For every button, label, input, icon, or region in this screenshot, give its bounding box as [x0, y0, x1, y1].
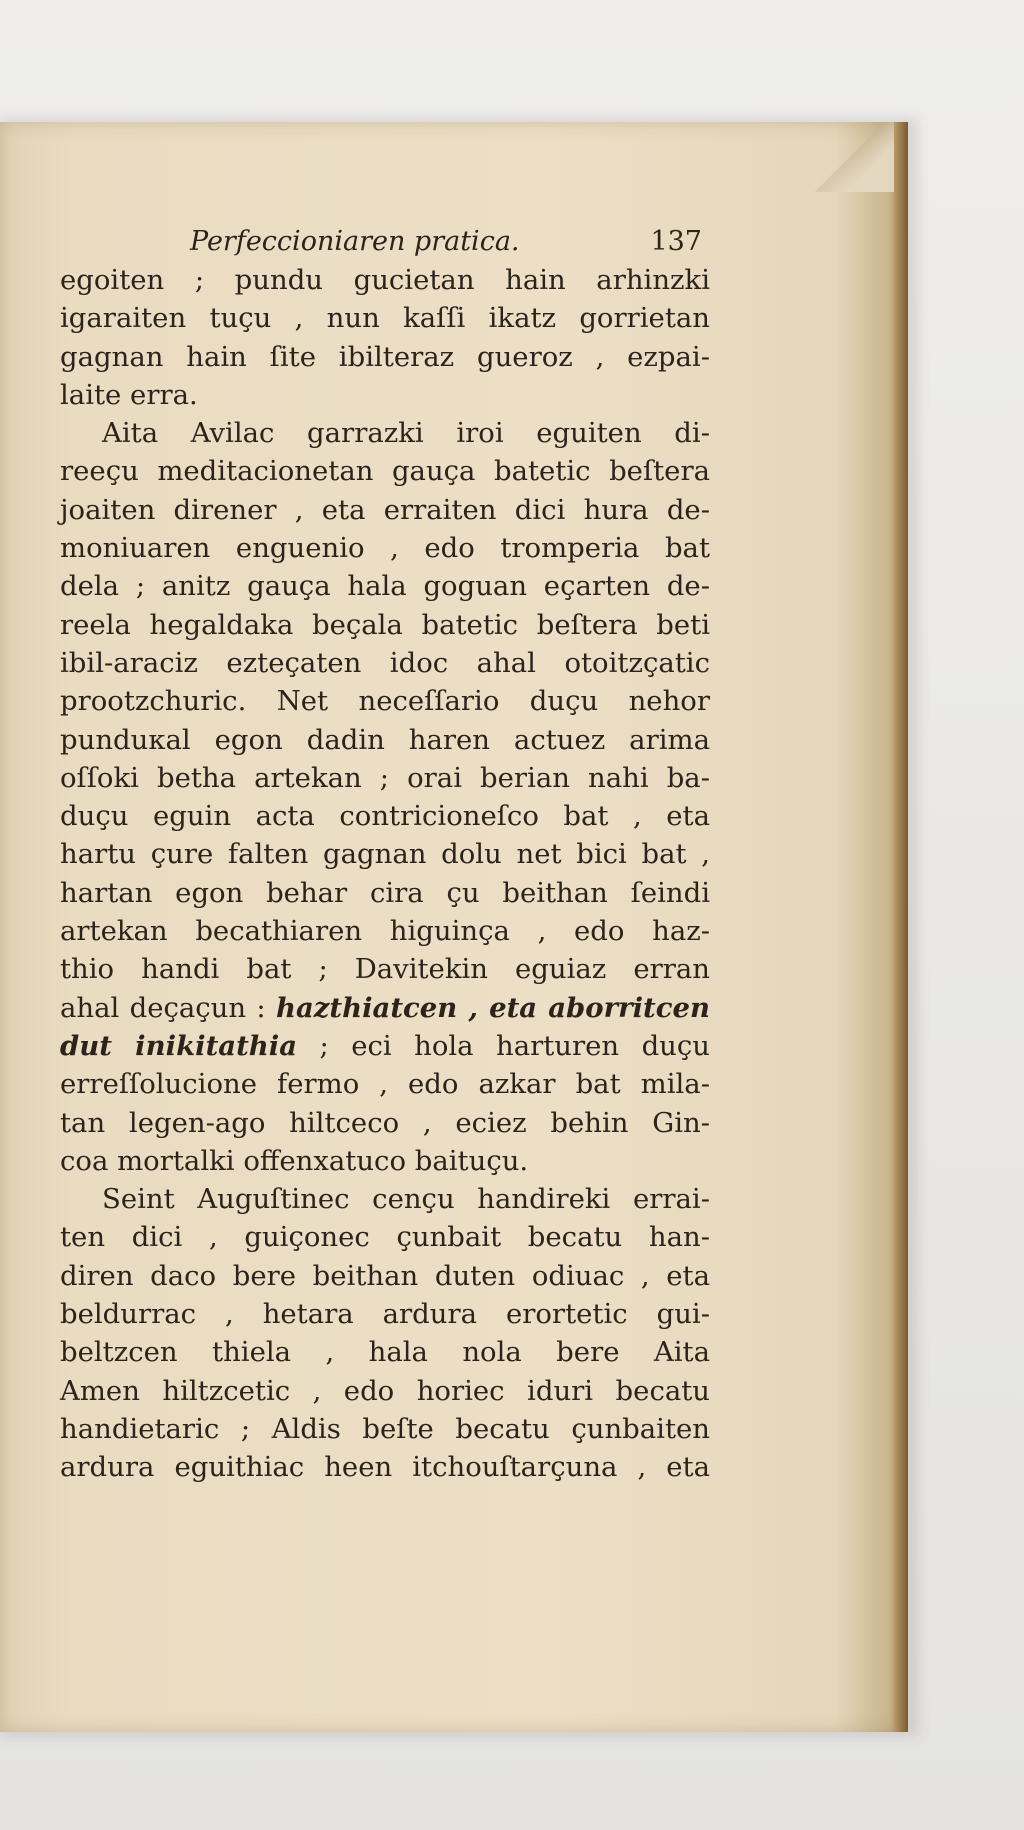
page-number: 137 [650, 226, 702, 257]
italic-quote-part1: hazthiatcen , eta aborritcen [275, 991, 710, 1024]
text-line-with-quote [60, 1027, 710, 1065]
text-line: artekan becathiaren higuinça , edo haz- [60, 915, 710, 948]
quote-tail: ; [319, 1029, 329, 1062]
text-line-with-quote [60, 989, 710, 1027]
italic-quote-part2: dut inikitathia [60, 1029, 298, 1062]
page-edge [894, 122, 908, 1732]
text-line: punduкal egon dadin haren actuez arima [60, 723, 710, 756]
text-line: hartan egon behar cira çu beithan ſeindi [60, 876, 710, 909]
text-line: Amen hiltzcetic , edo horiec iduri becatu [60, 1374, 710, 1407]
text-line: gagnan hain ſite ibilteraz gueroz , ezpai- [60, 340, 710, 373]
paragraph-start: Seint Auguſtinec cençu handireki errai- [102, 1183, 710, 1216]
text-line: reela hegaldaka beçala batetic beſtera beti [60, 608, 710, 641]
text-line: ibil-araciz ezteçaten idoc ahal otoitzçatic [60, 646, 710, 679]
text-line: duçu eguin acta contricioneſco bat , eta [60, 800, 710, 833]
text-line: reeçu meditacionetan gauça batetic beſtera [60, 455, 710, 488]
text-line: laite erra. [60, 378, 198, 411]
text-line: beltzcen thiela , hala nola bere Aita [60, 1336, 710, 1369]
text-line: handietaric ; Aldis beſte becatu çunbaiten [60, 1412, 710, 1445]
text-line: prootzchuric. Net neceſſario duçu nehor [60, 685, 710, 718]
text-line: igaraiten tuçu , nun kaſſi ikatz gorrietan [60, 302, 710, 335]
text-line: joaiten direner , eta erraiten dici hura de- [60, 493, 710, 526]
running-header [60, 223, 710, 261]
text-line: moniuaren enguenio , edo tromperia bat [60, 532, 710, 565]
text-line: beldurrac , hetara ardura erortetic gui- [60, 1298, 710, 1331]
paragraph-start: Aita Avilac garrazki iroi eguiten di- [102, 417, 710, 450]
text-line: dela ; anitz gauça hala goguan eçarten de- [60, 570, 710, 603]
text-line: ardura eguithiac heen itchouſtarçuna , eta [60, 1451, 710, 1484]
text-span: eci hola harturen duçu [351, 1029, 710, 1062]
text-line: hartu çure falten gagnan dolu net bici bat , [60, 838, 710, 871]
text-line: thio handi bat ; Davitekin eguiaz erran [60, 953, 710, 986]
running-title: Perfeccioniaren pratica. [190, 226, 520, 257]
text-line: tan legen-ago hiltceco , eciez behin Gin- [60, 1106, 710, 1139]
text-line: ten dici , guiçonec çunbait becatu han- [60, 1221, 710, 1254]
page-fold [804, 122, 894, 192]
text-line: oſſoki betha artekan ; orai berian nahi ba- [60, 761, 710, 794]
text-line: diren daco bere beithan duten odiuac , eta [60, 1259, 710, 1292]
text-block [60, 223, 710, 1487]
text-line: erreſſolucione fermo , edo azkar bat mila- [60, 1068, 710, 1101]
text-span: ahal deçaçun : [60, 991, 266, 1024]
text-line: coa mortalki offenxatuco baituçu. [60, 1144, 529, 1177]
text-line: egoiten ; pundu gucietan hain arhinzki [60, 264, 710, 296]
